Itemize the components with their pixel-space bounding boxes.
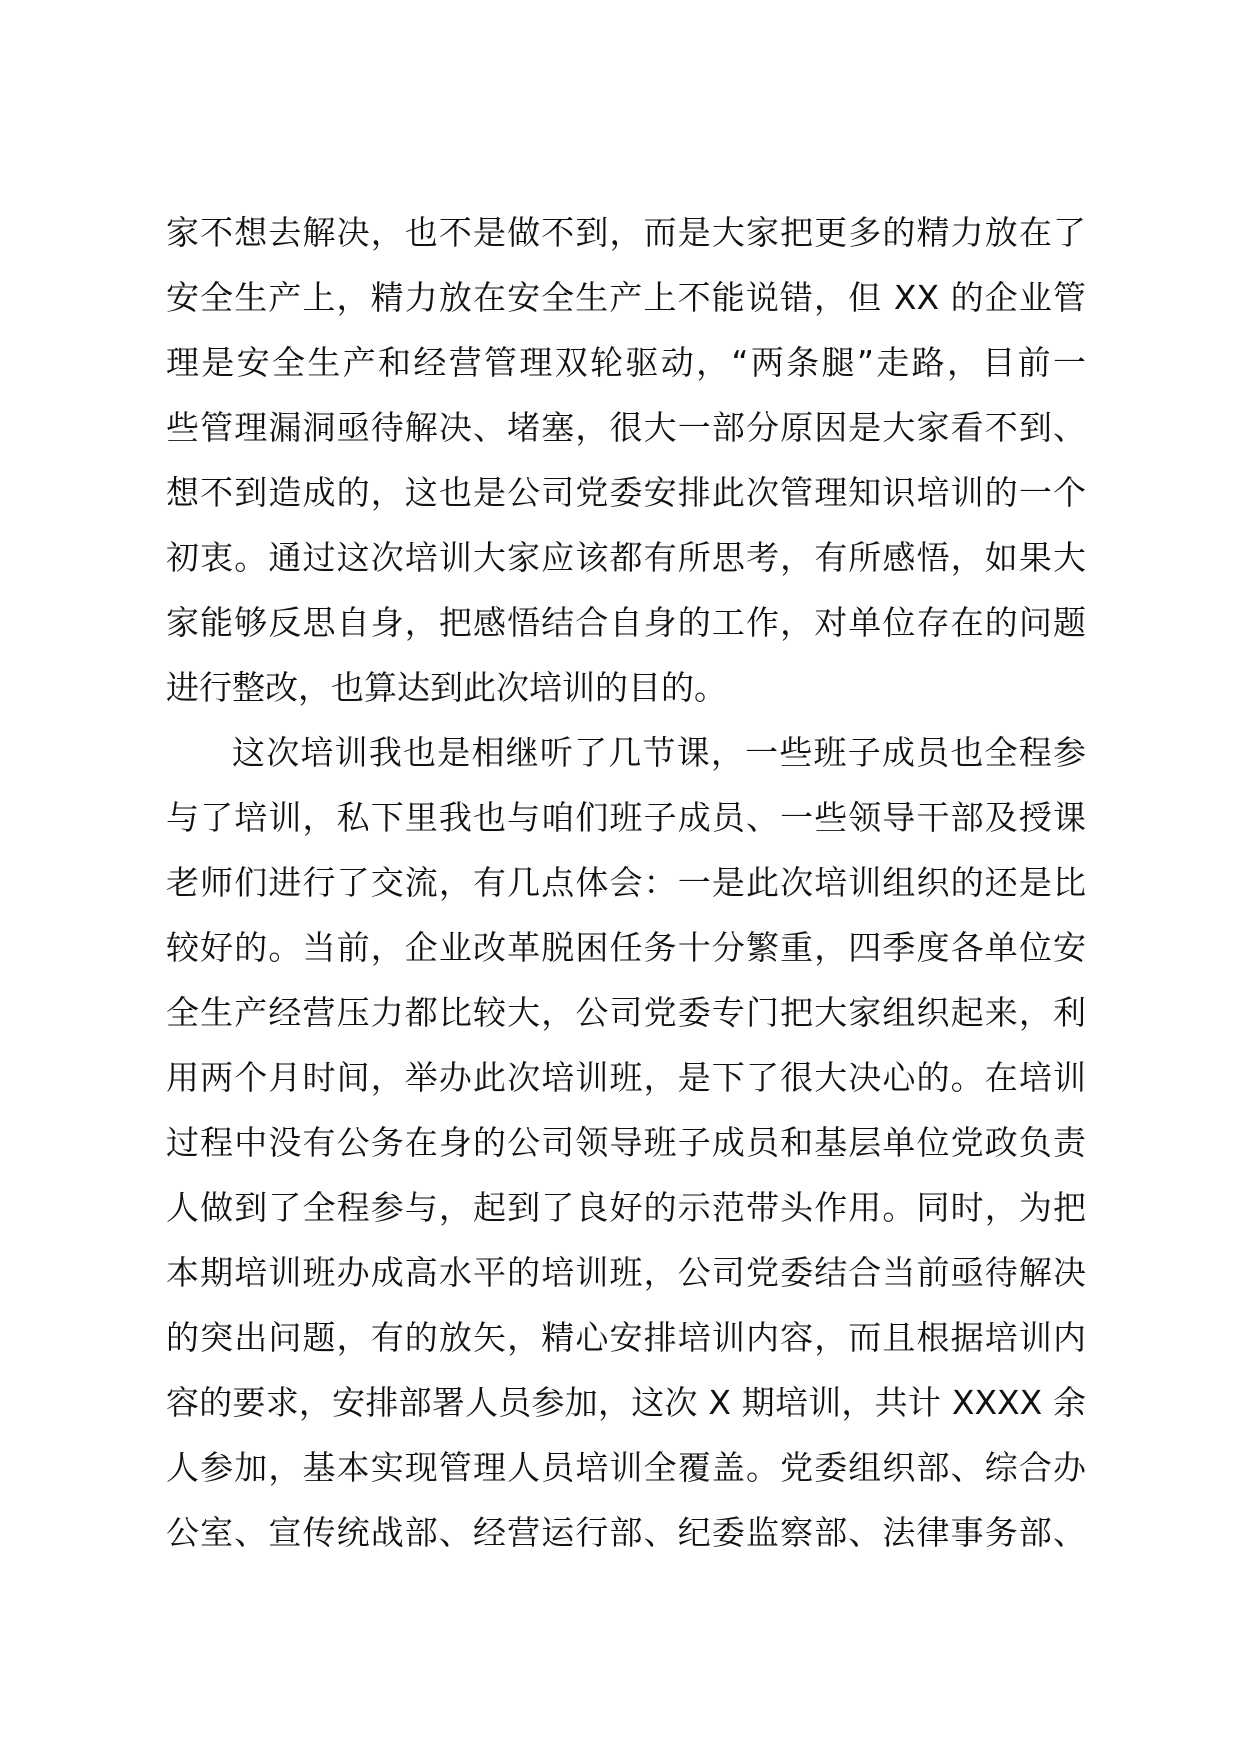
text-line-6: 初衷。通过这次培训大家应该都有所思考，有所感悟，如果大: [166, 538, 1086, 577]
text-line-13: 全生产经营压力都比较大，公司党委专门把大家组织起来，利: [166, 993, 1086, 1032]
text-line-12: 较好的。当前，企业改革脱困任务十分繁重，四季度各单位安: [166, 928, 1086, 967]
text-line-3: 理是安全生产和经营管理双轮驱动，“两条腿”走路，目前一: [166, 343, 1086, 382]
text-line-4: 些管理漏洞亟待解决、堵塞，很大一部分原因是大家看不到、: [166, 408, 1086, 447]
text-line-21: 公室、宣传统战部、经营运行部、纪委监察部、法律事务部、: [166, 1513, 1086, 1552]
body-text: [166, 200, 1086, 1565]
text-line-16: 人做到了全程参与，起到了良好的示范带头作用。同时，为把: [166, 1188, 1086, 1227]
text-line-9: 这次培训我也是相继听了几节课，一些班子成员也全程参: [232, 733, 1086, 772]
text-line-1: 家不想去解决，也不是做不到，而是大家把更多的精力放在了: [166, 213, 1086, 252]
text-line-15: 过程中没有公务在身的公司领导班子成员和基层单位党政负责: [166, 1123, 1086, 1162]
text-line-19: 容的要求，安排部署人员参加，这次 X 期培训，共计 XXXX 余: [166, 1383, 1086, 1422]
text-line-5: 想不到造成的，这也是公司党委安排此次管理知识培训的一个: [166, 473, 1086, 512]
text-line-8: 进行整改，也算达到此次培训的目的。: [166, 668, 727, 707]
text-line-2: 安全生产上，精力放在安全生产上不能说错，但 XX 的企业管: [166, 278, 1086, 317]
text-line-14: 用两个月时间，举办此次培训班，是下了很大决心的。在培训: [166, 1058, 1086, 1097]
text-line-7: 家能够反思自身，把感悟结合自身的工作，对单位存在的问题: [166, 603, 1086, 642]
text-line-17: 本期培训班办成高水平的培训班，公司党委结合当前亟待解决: [166, 1253, 1086, 1292]
text-line-18: 的突出问题，有的放矢，精心安排培训内容，而且根据培训内: [166, 1318, 1086, 1357]
text-line-10: 与了培训，私下里我也与咱们班子成员、一些领导干部及授课: [166, 798, 1086, 837]
text-line-20: 人参加，基本实现管理人员培训全覆盖。党委组织部、综合办: [166, 1448, 1086, 1487]
text-line-11: 老师们进行了交流，有几点体会：一是此次培训组织的还是比: [166, 863, 1086, 902]
